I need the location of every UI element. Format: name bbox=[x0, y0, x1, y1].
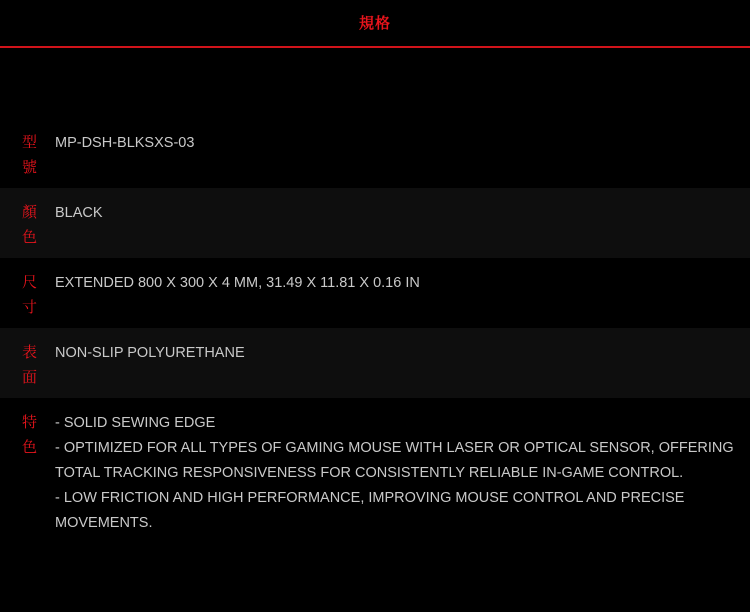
spec-row-features bbox=[0, 398, 750, 598]
spec-row-model bbox=[0, 118, 750, 188]
spec-row-color bbox=[0, 188, 750, 258]
spec-label-size: 尺寸 bbox=[22, 273, 38, 316]
spec-label-model: 型號 bbox=[22, 133, 38, 176]
spec-value-surface: NON-SLIP POLYURETHANE bbox=[55, 345, 245, 361]
spec-value-size: EXTENDED 800 X 300 X 4 MM, 31.49 X 11.81 X 0.16 IN bbox=[55, 275, 420, 291]
spec-value-features bbox=[55, 411, 743, 536]
spec-table bbox=[0, 118, 750, 598]
spec-tab-bar bbox=[0, 0, 750, 48]
spec-label-color: 顏色 bbox=[22, 203, 38, 246]
spec-value-model: MP-DSH-BLKSXS-03 bbox=[55, 135, 195, 151]
spec-value-color: BLACK bbox=[55, 205, 103, 221]
tab-specifications[interactable]: 規格 bbox=[358, 14, 391, 32]
feature-item: - LOW FRICTION AND HIGH PERFORMANCE, IMPROVING MOUSE CONTROL AND PRECISE MOVEMENTS. bbox=[55, 490, 685, 531]
feature-item: - OPTIMIZED FOR ALL TYPES OF GAMING MOUSE WITH LASER OR OPTICAL SENSOR, OFFERING TOTAL TRACKING RESPONSIVENESS FOR CONSISTENTLY RELIABLE IN-GAME CONTROL. bbox=[55, 440, 734, 481]
spec-row-surface bbox=[0, 328, 750, 398]
spec-label-features: 特色 bbox=[22, 413, 38, 456]
feature-item: - SOLID SEWING EDGE bbox=[55, 415, 216, 431]
spec-row-size bbox=[0, 258, 750, 328]
spec-label-surface: 表面 bbox=[22, 343, 38, 386]
